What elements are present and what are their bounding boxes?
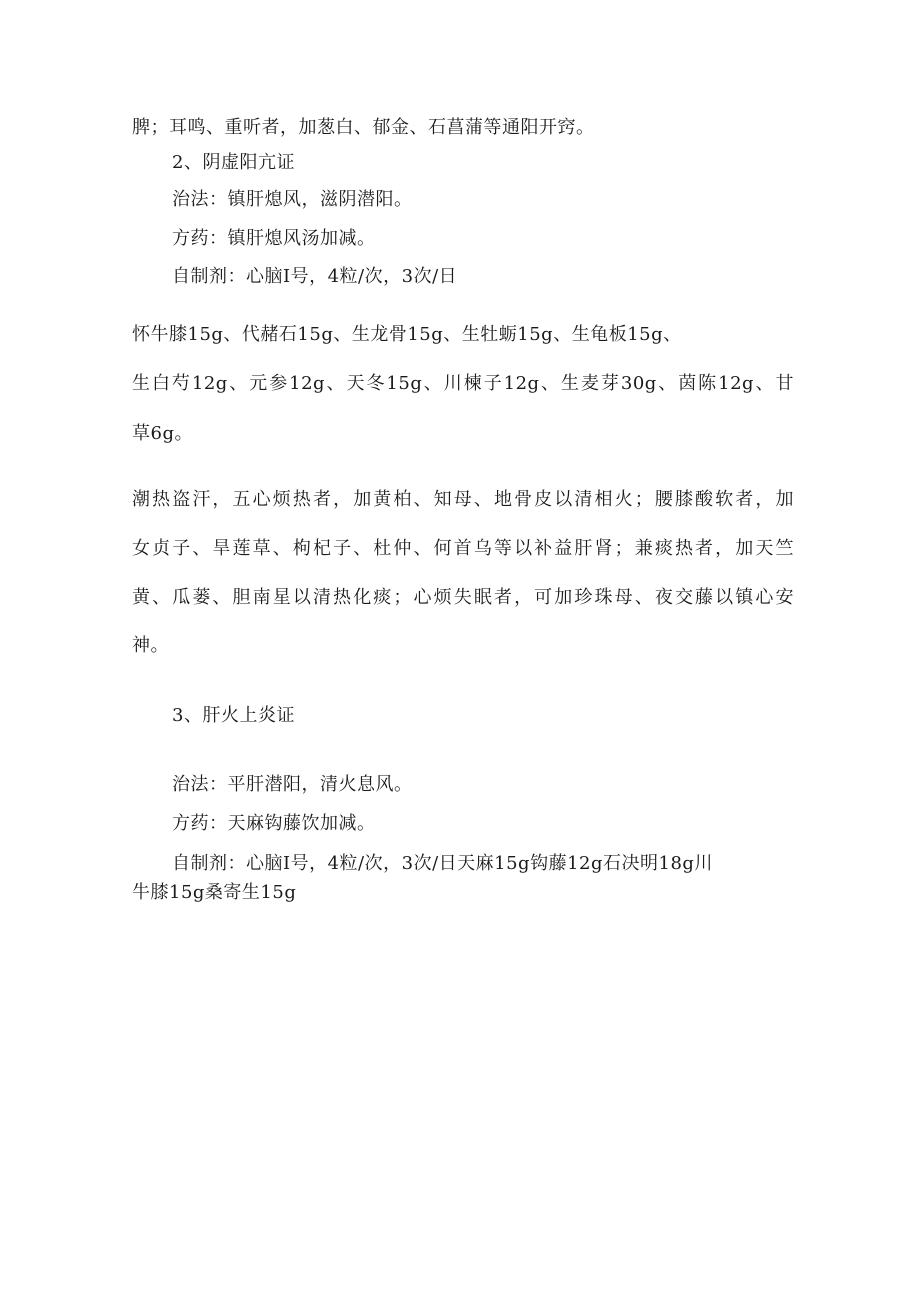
- text-line: 怀牛膝15g、代赭石15g、生龙骨15g、生牡蛎15g、生龟板15g、: [132, 324, 682, 345]
- text-line: 自制剂：心脑Ⅰ号，4粒/次，3次/日天麻15g钩藤12g石决明18g川: [172, 853, 713, 874]
- text-line: 治法：平肝潜阳，清火息风。: [172, 774, 413, 795]
- section-heading: 3、肝火上炎证: [172, 705, 295, 726]
- text-line: 脾；耳鸣、重听者，加葱白、郁金、石菖蒲等通阳开窍。: [132, 117, 595, 138]
- text-line: 牛膝15g桑寄生15g: [132, 882, 297, 903]
- text-line: 治法：镇肝熄风，滋阴潜阳。: [172, 189, 413, 210]
- text-line: 黄、瓜蒌、胆南星以清热化痰；心烦失眠者，可加珍珠母、夜交藤以镇心安: [132, 587, 794, 608]
- text-line: 神。: [132, 635, 169, 656]
- text-line: 自制剂：心脑Ⅰ号，4粒/次，3次/日: [172, 266, 458, 287]
- text-line: 草6g。: [132, 423, 193, 444]
- text-line: 方药：天麻钩藤饮加减。: [172, 813, 376, 834]
- text-line: 潮热盗汗，五心烦热者，加黄柏、知母、地骨皮以清相火；腰膝酸软者，加: [132, 489, 794, 510]
- text-line: 生白芍12g、元参12g、天冬15g、川楝子12g、生麦芽30g、茵陈12g、甘: [132, 373, 794, 394]
- section-heading: 2、阴虚阳亢证: [172, 152, 295, 173]
- text-line: 方药：镇肝熄风汤加减。: [172, 228, 376, 249]
- text-line: 女贞子、旱莲草、枸杞子、杜仲、何首乌等以补益肝肾；兼痰热者，加天竺: [132, 538, 794, 559]
